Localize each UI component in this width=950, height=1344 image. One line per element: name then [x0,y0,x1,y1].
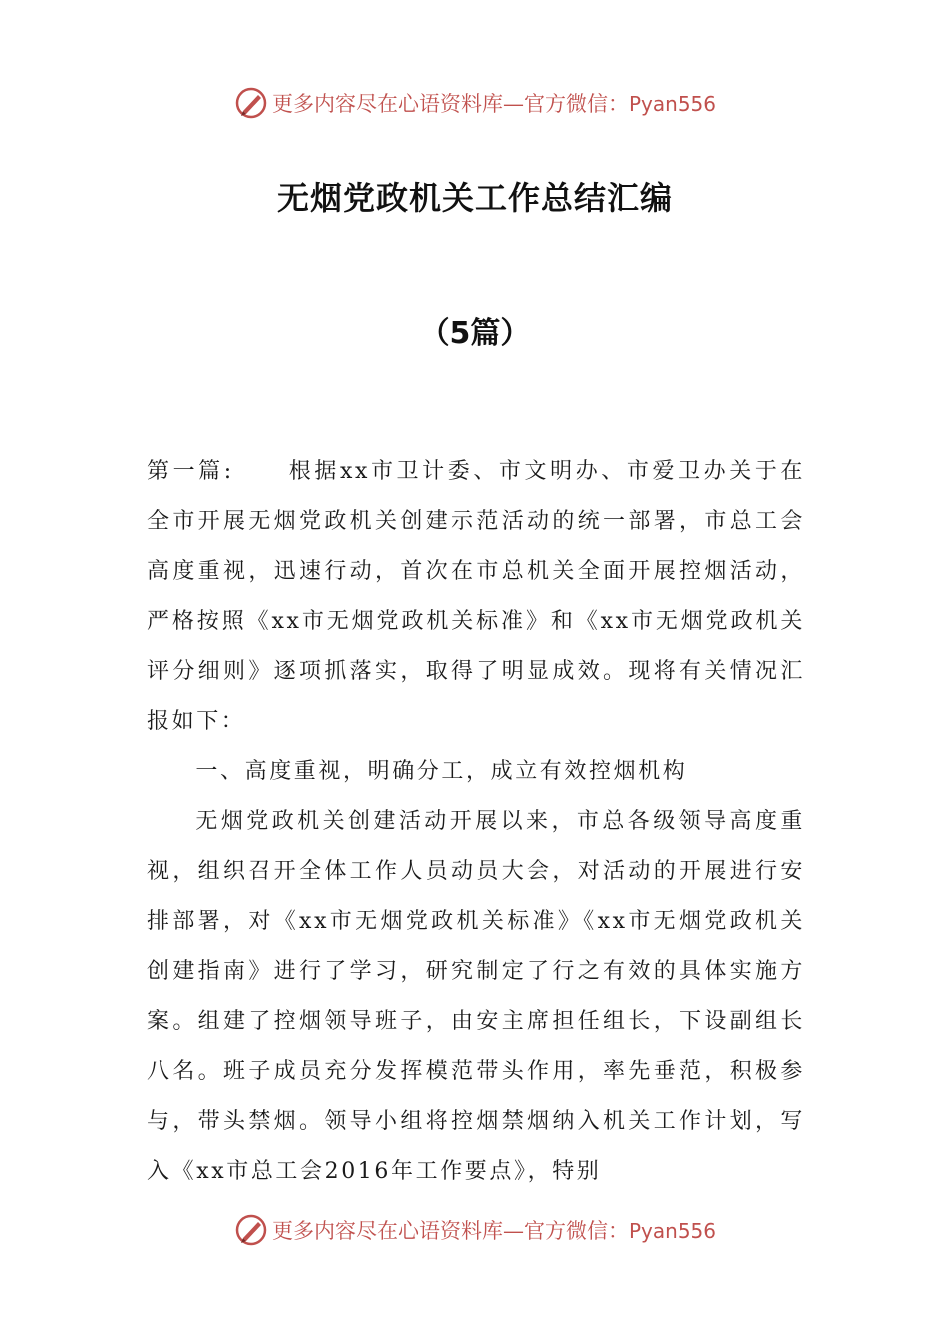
body-paragraph: 无烟党政机关创建活动开展以来，市总各级领导高度重视，组织召开全体工作人员动员大会，对活动的开展进行安排部署，对《xx市无烟党政机关标准》《xx市无烟党政机关创建指南》进行了学习，研究制定了行之有效的具体实施方案。组建了控烟领导班子，由安主席担任组长，下设副组长八名。班子成员充分发挥模范带头作用，率先垂范，积极参与，带头禁烟。领导小组将控烟禁烟纳入机关工作计划，写入《xx市总工会2016年工作要点》，特别 [147,809,805,1184]
banner-account: Pyan556 [628,92,716,116]
footer-watermark-banner [0,1208,950,1252]
document-body [147,447,805,1197]
document-subtitle: （5篇） [419,316,531,351]
header-watermark-banner [0,81,950,125]
pen-logo-icon [234,86,268,120]
banner-text: 更多内容尽在心语资料库—官方微信：Pyan556 [271,92,716,116]
banner-text: 更多内容尽在心语资料库—官方微信：Pyan556 [271,1219,716,1243]
section-label: 第一篇: [147,459,234,484]
pen-logo-icon [234,1213,268,1247]
intro-text: 根据xx市卫计委、市文明办、市爱卫办关于在全市开展无烟党政机关创建示范活动的统一部署，市总工会高度重视，迅速行动，首次在市总机关全面开展控烟活动，严格按照《xx市无烟党政机关标准》和《xx市无烟党政机关评分细则》逐项抓落实，取得了明显成效。现将有关情况汇报如下： [147,459,806,734]
section-heading: 一、高度重视，明确分工，成立有效控烟机构 [195,759,688,784]
document-title: 无烟党政机关工作总结汇编 [276,179,673,217]
intro-paragraph [147,447,805,747]
banner-account: Pyan556 [628,1219,716,1243]
